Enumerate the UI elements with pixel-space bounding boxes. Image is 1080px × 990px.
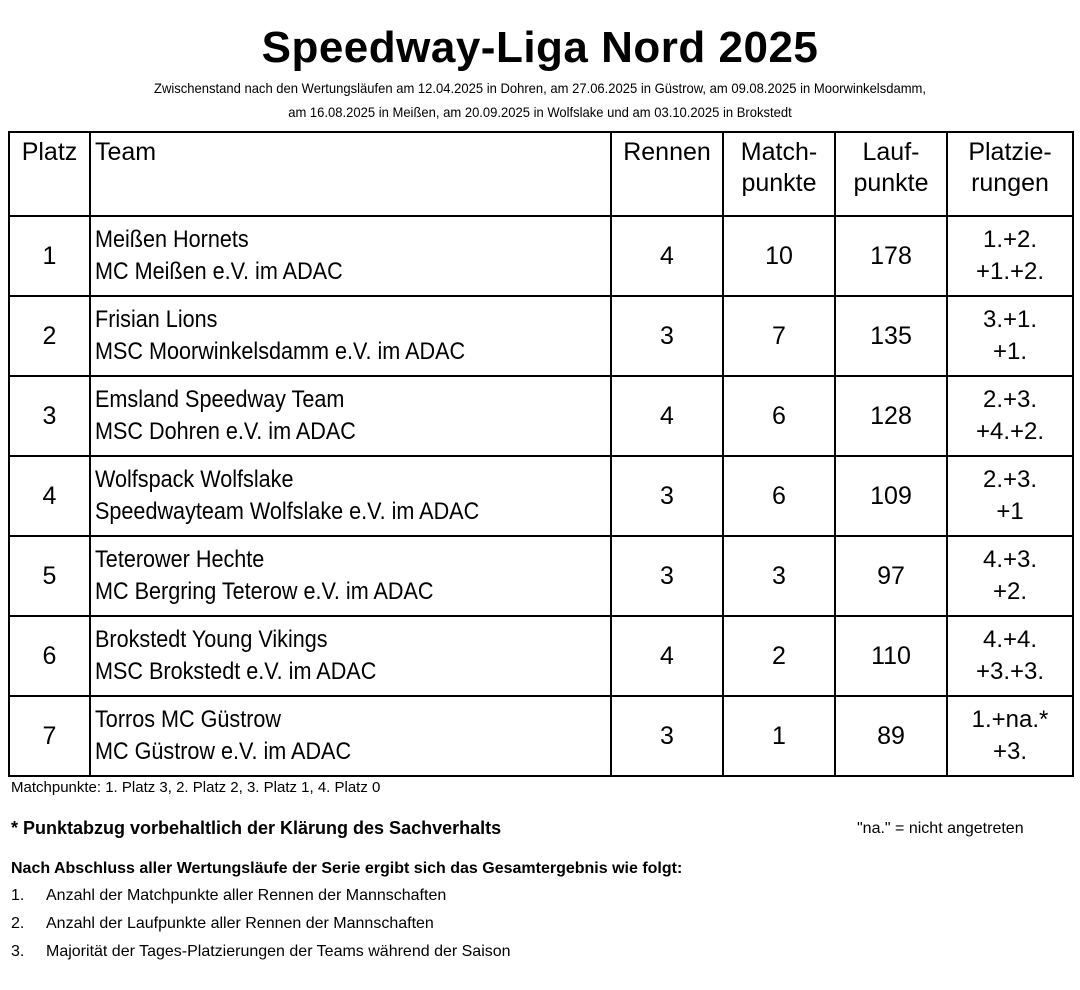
cell-team <box>90 376 611 456</box>
cell-platzierungen: 2.+3. +4.+2. <box>947 376 1073 456</box>
club-name: MC Güstrow e.V. im ADAC <box>95 738 352 765</box>
cell-platzierungen: 1.+na.* +3. <box>947 696 1073 776</box>
standings-table <box>8 131 1074 777</box>
header-platzierungen: Platzie- rungen <box>947 132 1073 216</box>
table-row <box>9 696 1073 776</box>
deduction-note: * Punktabzug vorbehaltlich der Klärung des Sachverhalts <box>11 818 502 838</box>
cell-team <box>90 296 611 376</box>
club-name: MSC Dohren e.V. im ADAC <box>95 418 356 445</box>
cell-matchpunkte: 2 <box>723 616 835 696</box>
cell-matchpunkte: 10 <box>723 216 835 296</box>
team-name: Wolfspack Wolfslake <box>95 466 294 493</box>
cell-laufpunkte: 135 <box>835 296 947 376</box>
club-name: MSC Brokstedt e.V. im ADAC <box>95 658 377 685</box>
team-name: Teterower Hechte <box>95 546 265 573</box>
club-name: MC Meißen e.V. im ADAC <box>95 258 343 285</box>
header-matchpunkte: Match- punkte <box>723 132 835 216</box>
cell-rennen: 4 <box>611 616 723 696</box>
club-name: MSC Moorwinkelsdamm e.V. im ADAC <box>95 338 466 365</box>
list-item: 3. Majorität der Tages-Platzierungen der Teams während der Saison <box>11 943 511 960</box>
cell-platz: 1 <box>9 216 90 296</box>
header-platz: Platz <box>9 132 90 216</box>
matchpunkte-note: Matchpunkte: 1. Platz 3, 2. Platz 2, 3. Platz 1, 4. Platz 0 <box>11 779 381 796</box>
cell-laufpunkte: 110 <box>835 616 947 696</box>
cell-laufpunkte: 97 <box>835 536 947 616</box>
table-row <box>9 376 1073 456</box>
cell-team <box>90 696 611 776</box>
table-row <box>9 296 1073 376</box>
list-item: 2. Anzahl der Laufpunkte aller Rennen der Mannschaften <box>11 915 434 932</box>
cell-rennen: 3 <box>611 296 723 376</box>
page-title: Speedway-Liga Nord 2025 <box>261 23 819 72</box>
team-name: Brokstedt Young Vikings <box>95 626 328 653</box>
club-name: Speedwayteam Wolfslake e.V. im ADAC <box>95 498 480 525</box>
cell-rennen: 3 <box>611 696 723 776</box>
cell-rennen: 4 <box>611 216 723 296</box>
cell-platzierungen: 4.+3. +2. <box>947 536 1073 616</box>
team-name: Frisian Lions <box>95 306 218 333</box>
cell-matchpunkte: 7 <box>723 296 835 376</box>
cell-platzierungen: 4.+4. +3.+3. <box>947 616 1073 696</box>
cell-laufpunkte: 178 <box>835 216 947 296</box>
cell-platzierungen: 1.+2. +1.+2. <box>947 216 1073 296</box>
header-laufpunkte: Lauf- punkte <box>835 132 947 216</box>
cell-matchpunkte: 6 <box>723 456 835 536</box>
table-row <box>9 536 1073 616</box>
table-header-row <box>9 132 1073 216</box>
table-row <box>9 616 1073 696</box>
cell-laufpunkte: 89 <box>835 696 947 776</box>
cell-rennen: 3 <box>611 456 723 536</box>
cell-platz: 5 <box>9 536 90 616</box>
cell-rennen: 3 <box>611 536 723 616</box>
cell-matchpunkte: 1 <box>723 696 835 776</box>
subtitle-line-1: Zwischenstand nach den Wertungsläufen am 12.04.2025 in Dohren, am 27.06.2025 in Güstrow, am 09.08.2025 in Moorwinkelsdamm, <box>153 80 927 96</box>
club-name: MC Bergring Teterow e.V. im ADAC <box>95 578 434 605</box>
na-note: "na." = nicht angetreten <box>857 820 1024 837</box>
cell-laufpunkte: 109 <box>835 456 947 536</box>
cell-team <box>90 536 611 616</box>
list-item: 1. Anzahl der Matchpunkte aller Rennen der Mannschaften <box>11 887 447 904</box>
team-name: Meißen Hornets <box>95 226 249 253</box>
cell-team <box>90 616 611 696</box>
header-rennen: Rennen <box>611 132 723 216</box>
cell-laufpunkte: 128 <box>835 376 947 456</box>
cell-platz: 4 <box>9 456 90 536</box>
cell-platz: 2 <box>9 296 90 376</box>
cell-team <box>90 456 611 536</box>
header-team: Team <box>90 132 611 216</box>
cell-matchpunkte: 3 <box>723 536 835 616</box>
criteria-list <box>11 886 511 970</box>
cell-platzierungen: 2.+3. +1 <box>947 456 1073 536</box>
cell-platzierungen: 3.+1. +1. <box>947 296 1073 376</box>
table-row <box>9 216 1073 296</box>
table-row <box>9 456 1073 536</box>
cell-team <box>90 216 611 296</box>
cell-matchpunkte: 6 <box>723 376 835 456</box>
cell-rennen: 4 <box>611 376 723 456</box>
subtitle-line-2: am 16.08.2025 in Meißen, am 20.09.2025 in Wolfslake und am 03.10.2025 in Brokstedt <box>288 104 792 120</box>
cell-platz: 7 <box>9 696 90 776</box>
team-name: Emsland Speedway Team <box>95 386 345 413</box>
team-name: Torros MC Güstrow <box>95 706 282 733</box>
cell-platz: 6 <box>9 616 90 696</box>
final-result-heading: Nach Abschluss aller Wertungsläufe der Serie ergibt sich das Gesamtergebnis wie folgt: <box>11 860 683 877</box>
cell-platz: 3 <box>9 376 90 456</box>
